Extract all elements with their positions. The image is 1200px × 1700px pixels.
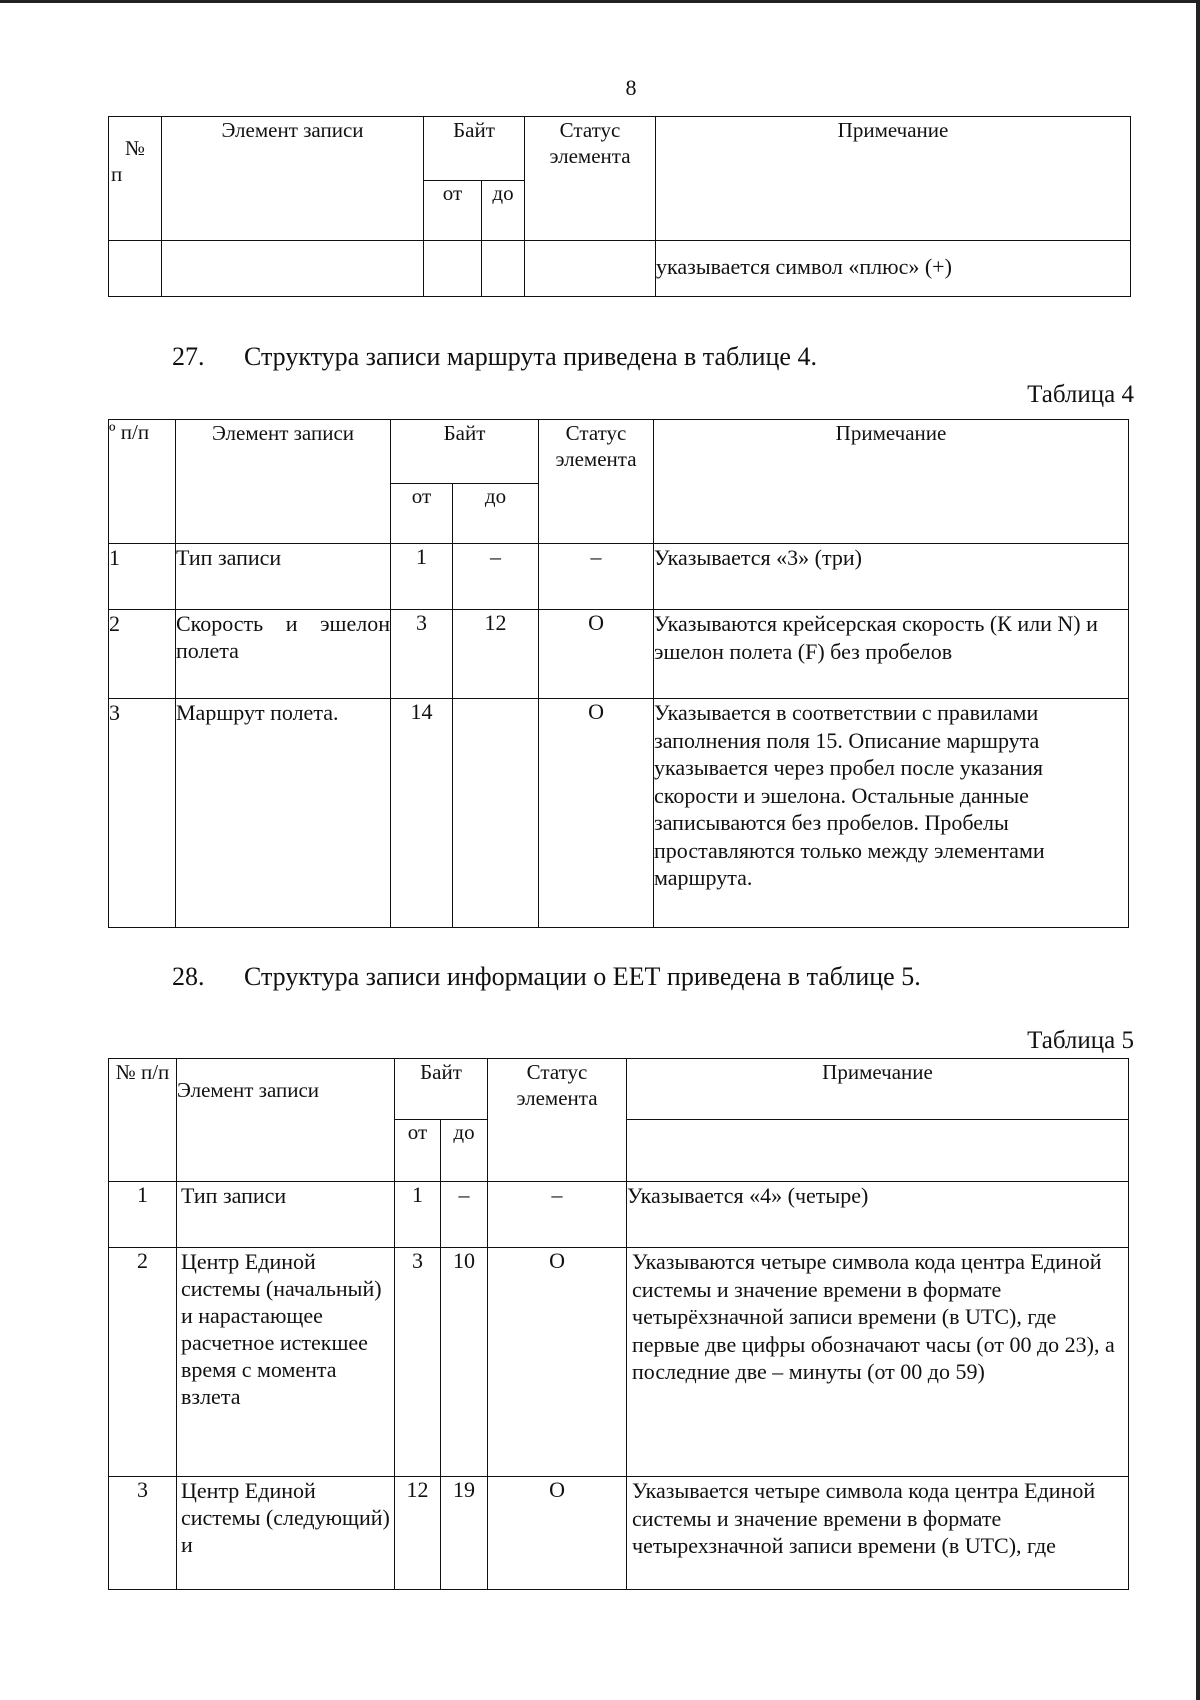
header-byte-from: от [391, 484, 453, 544]
cell-from [424, 241, 482, 297]
header-byte: Байт [424, 117, 525, 181]
cell-note: Указываются четыре символа кода центра Единой системы и значение времени в формате четырёхзначной записи времени (в UTC), где первые две цифры обозначают часы (от 00 до 23), а последние две – минуты (от 00 до 59) [627, 1248, 1129, 1477]
header-byte-to: до [453, 484, 539, 544]
header-num [109, 117, 162, 241]
table-row [109, 1182, 1129, 1248]
cell-from: 1 [395, 1182, 441, 1248]
cell-num: 3 [109, 699, 176, 928]
header-num: º п/п [109, 420, 176, 544]
cell-num [109, 241, 162, 297]
table-row [109, 241, 1131, 297]
cell-num: 1 [109, 1182, 177, 1248]
paragraph-number: 28. [172, 962, 205, 991]
cell-element: Скорость и эшелон полета [176, 610, 391, 699]
cell-element [162, 241, 424, 297]
header-byte-to: до [441, 1120, 488, 1182]
header-status: Статус элемента [539, 420, 654, 544]
table-row [109, 1248, 1129, 1477]
cell-element: Тип записи [177, 1182, 395, 1248]
paragraph-27 [172, 342, 817, 372]
header-byte-from: от [424, 181, 482, 241]
cell-from: 12 [395, 1477, 441, 1590]
cell-status: О [539, 610, 654, 699]
header-byte-to: до [482, 181, 525, 241]
cell-to: – [441, 1182, 488, 1248]
header-element: Элемент записи [162, 117, 424, 241]
cell-to [482, 241, 525, 297]
table-4 [108, 419, 1129, 928]
cell-from: 3 [391, 610, 453, 699]
paragraph-text: Структура записи информации о ЕЕТ приведена в таблице 5. [244, 962, 921, 991]
cell-to [453, 699, 539, 928]
table-row [109, 699, 1129, 928]
header-status: Статус элемента [488, 1059, 627, 1182]
cell-num: 2 [109, 1248, 177, 1477]
paragraph-text: Структура записи маршрута приведена в таблице 4. [244, 342, 817, 371]
header-num: № п/п [109, 1059, 177, 1182]
cell-num: 3 [109, 1477, 177, 1590]
header-status: Статус элемента [525, 117, 656, 241]
paragraph-number: 27. [172, 342, 205, 371]
cell-note: Указывается «4» (четыре) [627, 1182, 1129, 1248]
header-element: Элемент записи [176, 420, 391, 544]
header-note: Примечание [627, 1059, 1129, 1120]
cell-to: 10 [441, 1248, 488, 1477]
cell-to: 12 [453, 610, 539, 699]
table-continuation [108, 116, 1131, 297]
cell-element: Центр Единой системы (начальный) и нарастающее расчетное истекшее время с момента взлета [177, 1248, 395, 1477]
cell-from: 14 [391, 699, 453, 928]
table-row [109, 544, 1129, 610]
header-byte-from: от [395, 1120, 441, 1182]
cell-note: указывается символ «плюс» (+) [656, 241, 1131, 297]
cell-status [525, 241, 656, 297]
header-note: Примечание [654, 420, 1129, 544]
cell-element: Маршрут полета. [176, 699, 391, 928]
cell-status: О [488, 1477, 627, 1590]
header-note: Примечание [656, 117, 1131, 241]
cell-status: О [488, 1248, 627, 1477]
cell-num: 1 [109, 544, 176, 610]
scan-border-right [1196, 0, 1200, 1700]
header-num-fragment: п [111, 162, 123, 186]
cell-note: Указываются крейсерская скорость (К или N) и эшелон полета (F) без пробелов [654, 610, 1129, 699]
header-note-empty [627, 1120, 1129, 1182]
cell-num: 2 [109, 610, 176, 699]
table-caption-5: Таблица 5 [1027, 1027, 1134, 1054]
header-byte: Байт [391, 420, 539, 484]
cell-from: 1 [391, 544, 453, 610]
page-number: 8 [625, 75, 637, 100]
cell-to: – [453, 544, 539, 610]
paragraph-28 [172, 962, 921, 992]
table-5 [108, 1058, 1129, 1590]
table-caption-4: Таблица 4 [1027, 381, 1134, 408]
cell-to: 19 [441, 1477, 488, 1590]
scan-border-top [0, 0, 1200, 3]
cell-element: Центр Единой системы (следующий) и [177, 1477, 395, 1590]
cell-status: – [488, 1182, 627, 1248]
cell-element: Тип записи [176, 544, 391, 610]
cell-note: Указывается в соответствии с правилами заполнения поля 15. Описание маршрута указывается через пробел после указания скорости и эшелона. Остальные данные записываются без пробелов. Пробелы проставляются только между элементами маршрута. [654, 699, 1129, 928]
header-element: Элемент записи [177, 1059, 395, 1182]
cell-status: – [539, 544, 654, 610]
table-row [109, 1477, 1129, 1590]
table-row [109, 610, 1129, 699]
cell-status: О [539, 699, 654, 928]
header-byte: Байт [395, 1059, 488, 1120]
cell-from: 3 [395, 1248, 441, 1477]
header-num-sign: № [124, 136, 146, 160]
cell-note: Указывается четыре символа кода центра Единой системы и значение времени в формате четырехзначной записи времени (в UTC), где [627, 1477, 1129, 1590]
cell-note: Указывается «3» (три) [654, 544, 1129, 610]
